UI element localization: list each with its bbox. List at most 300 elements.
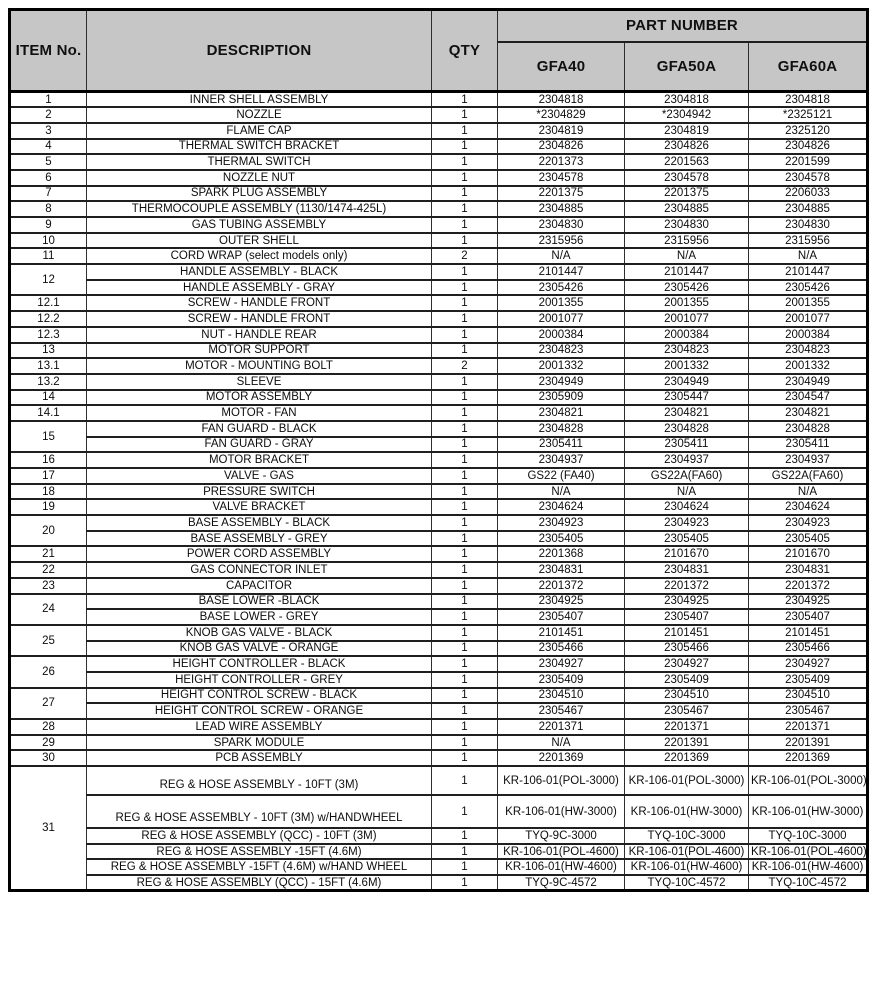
table-row [10, 139, 868, 155]
qty-cell: 1 [432, 484, 498, 500]
part-number-cell-gfa50a: KR-106-01(HW-3000) [625, 795, 749, 828]
item-no-cell: 22 [10, 562, 87, 578]
part-number-cell-gfa60a: 2304937 [749, 452, 868, 468]
header-model-gfa50a: GFA50A [625, 42, 749, 92]
qty-cell: 1 [432, 719, 498, 735]
table-row [10, 264, 868, 280]
table-row [10, 594, 868, 610]
parts-table-body [10, 92, 868, 891]
part-number-cell-gfa40: 2304823 [498, 343, 625, 359]
item-no-cell: 23 [10, 578, 87, 594]
part-number-cell-gfa50a: 2201375 [625, 186, 749, 202]
description-cell: REG & HOSE ASSEMBLY -15FT (4.6M) w/HAND WHEEL [87, 859, 432, 875]
description-cell: REG & HOSE ASSEMBLY -15FT (4.6M) [87, 844, 432, 860]
header-row-top [10, 10, 868, 42]
part-number-cell-gfa40: 2304828 [498, 421, 625, 437]
qty-cell: 1 [432, 139, 498, 155]
part-number-cell-gfa60a: 2304830 [749, 217, 868, 233]
part-number-cell-gfa60a: 2201371 [749, 719, 868, 735]
part-number-cell-gfa40: 2304624 [498, 499, 625, 515]
part-number-cell-gfa60a: *2325121 [749, 107, 868, 123]
description-cell: NUT - HANDLE REAR [87, 327, 432, 343]
part-number-cell-gfa40: 2304821 [498, 405, 625, 421]
table-row [10, 374, 868, 390]
table-row [10, 795, 868, 828]
table-row [10, 343, 868, 359]
table-row [10, 562, 868, 578]
description-cell: VALVE BRACKET [87, 499, 432, 515]
part-number-cell-gfa60a: 2304831 [749, 562, 868, 578]
qty-cell: 1 [432, 390, 498, 406]
table-row [10, 625, 868, 641]
part-number-cell-gfa60a: 2201369 [749, 750, 868, 766]
part-number-cell-gfa50a: 2305467 [625, 703, 749, 719]
part-number-cell-gfa60a: TYQ-10C-4572 [749, 875, 868, 891]
table-row [10, 719, 868, 735]
table-row [10, 750, 868, 766]
description-cell: VALVE - GAS [87, 468, 432, 484]
table-row [10, 311, 868, 327]
part-number-cell-gfa40: 2201368 [498, 546, 625, 562]
qty-cell: 1 [432, 343, 498, 359]
qty-cell: 2 [432, 248, 498, 264]
part-number-cell-gfa50a: 2315956 [625, 233, 749, 249]
table-row [10, 546, 868, 562]
part-number-cell-gfa60a: 2001077 [749, 311, 868, 327]
item-no-cell: 12.2 [10, 311, 87, 327]
part-number-cell-gfa60a: 2201599 [749, 154, 868, 170]
table-row [10, 233, 868, 249]
part-number-cell-gfa40: 2001332 [498, 358, 625, 374]
table-row [10, 609, 868, 625]
description-cell: LEAD WIRE ASSEMBLY [87, 719, 432, 735]
part-number-cell-gfa50a: 2304925 [625, 594, 749, 610]
item-no-cell: 13.1 [10, 358, 87, 374]
table-row [10, 766, 868, 795]
qty-cell: 1 [432, 795, 498, 828]
table-row [10, 421, 868, 437]
description-cell: INNER SHELL ASSEMBLY [87, 92, 432, 108]
item-no-cell: 19 [10, 499, 87, 515]
item-no-cell: 3 [10, 123, 87, 139]
part-number-cell-gfa60a: 2304624 [749, 499, 868, 515]
part-number-cell-gfa60a: 2000384 [749, 327, 868, 343]
description-cell: MOTOR ASSEMBLY [87, 390, 432, 406]
qty-cell: 2 [432, 358, 498, 374]
qty-cell: 1 [432, 233, 498, 249]
description-cell: SCREW - HANDLE FRONT [87, 311, 432, 327]
part-number-cell-gfa40: 2304885 [498, 201, 625, 217]
qty-cell: 1 [432, 688, 498, 704]
description-cell: MOTOR BRACKET [87, 452, 432, 468]
part-number-cell-gfa40: 2304826 [498, 139, 625, 155]
description-cell: FLAME CAP [87, 123, 432, 139]
part-number-cell-gfa40: KR-106-01(POL-3000) [498, 766, 625, 795]
part-number-cell-gfa50a: 2305426 [625, 280, 749, 296]
part-number-cell-gfa60a: 2304510 [749, 688, 868, 704]
part-number-cell-gfa60a: 2305411 [749, 437, 868, 453]
qty-cell: 1 [432, 828, 498, 844]
table-row [10, 828, 868, 844]
part-number-cell-gfa40: 2101451 [498, 625, 625, 641]
part-number-cell-gfa50a: GS22A(FA60) [625, 468, 749, 484]
part-number-cell-gfa50a: 2101670 [625, 546, 749, 562]
description-cell: HEIGHT CONTROLLER - GREY [87, 672, 432, 688]
table-row [10, 280, 868, 296]
part-number-cell-gfa40: 2304831 [498, 562, 625, 578]
parts-table [8, 8, 869, 892]
description-cell: REG & HOSE ASSEMBLY - 10FT (3M) w/HANDWHEEL [87, 795, 432, 828]
qty-cell: 1 [432, 672, 498, 688]
description-cell: BASE LOWER -BLACK [87, 594, 432, 610]
item-no-cell: 29 [10, 735, 87, 751]
table-row [10, 437, 868, 453]
header-model-gfa40: GFA40 [498, 42, 625, 92]
part-number-cell-gfa40: 2305409 [498, 672, 625, 688]
part-number-cell-gfa60a: KR-106-01(POL-4600) [749, 844, 868, 860]
item-no-cell: 8 [10, 201, 87, 217]
qty-cell: 1 [432, 750, 498, 766]
part-number-cell-gfa40: 2000384 [498, 327, 625, 343]
item-no-cell: 14 [10, 390, 87, 406]
table-row [10, 295, 868, 311]
description-cell: HANDLE ASSEMBLY - BLACK [87, 264, 432, 280]
part-number-cell-gfa50a: 2304821 [625, 405, 749, 421]
item-no-cell: 2 [10, 107, 87, 123]
part-number-cell-gfa50a: 2001332 [625, 358, 749, 374]
item-no-cell: 24 [10, 594, 87, 625]
part-number-cell-gfa50a: 2304823 [625, 343, 749, 359]
part-number-cell-gfa50a: 2304831 [625, 562, 749, 578]
item-no-cell: 27 [10, 688, 87, 719]
qty-cell: 1 [432, 578, 498, 594]
qty-cell: 1 [432, 217, 498, 233]
item-no-cell: 4 [10, 139, 87, 155]
qty-cell: 1 [432, 531, 498, 547]
part-number-cell-gfa50a: 2305405 [625, 531, 749, 547]
part-number-cell-gfa40: 2304818 [498, 92, 625, 108]
part-number-cell-gfa40: 2001077 [498, 311, 625, 327]
table-row [10, 656, 868, 672]
qty-cell: 1 [432, 405, 498, 421]
qty-cell: 1 [432, 123, 498, 139]
description-cell: CAPACITOR [87, 578, 432, 594]
part-number-cell-gfa50a: 2304885 [625, 201, 749, 217]
part-number-cell-gfa60a: TYQ-10C-3000 [749, 828, 868, 844]
table-row [10, 154, 868, 170]
part-number-cell-gfa50a: 2305466 [625, 641, 749, 657]
header-qty: QTY [432, 10, 498, 92]
description-cell: BASE ASSEMBLY - GREY [87, 531, 432, 547]
part-number-cell-gfa50a: 2304923 [625, 515, 749, 531]
table-row [10, 499, 868, 515]
description-cell: NOZZLE [87, 107, 432, 123]
item-no-cell: 13 [10, 343, 87, 359]
description-cell: HANDLE ASSEMBLY - GRAY [87, 280, 432, 296]
item-no-cell: 17 [10, 468, 87, 484]
table-row [10, 703, 868, 719]
qty-cell: 1 [432, 859, 498, 875]
part-number-cell-gfa60a: 2305467 [749, 703, 868, 719]
part-number-cell-gfa40: KR-106-01(POL-4600) [498, 844, 625, 860]
part-number-cell-gfa40: 2001355 [498, 295, 625, 311]
item-no-cell: 13.2 [10, 374, 87, 390]
part-number-cell-gfa60a: 2305409 [749, 672, 868, 688]
qty-cell: 1 [432, 515, 498, 531]
table-row [10, 672, 868, 688]
table-row [10, 515, 868, 531]
table-row [10, 358, 868, 374]
part-number-cell-gfa50a: KR-106-01(POL-4600) [625, 844, 749, 860]
table-row [10, 859, 868, 875]
part-number-cell-gfa40: 2304510 [498, 688, 625, 704]
item-no-cell: 26 [10, 656, 87, 687]
table-row [10, 735, 868, 751]
part-number-cell-gfa60a: 2304826 [749, 139, 868, 155]
part-number-cell-gfa60a: 2201391 [749, 735, 868, 751]
item-no-cell: 11 [10, 248, 87, 264]
part-number-cell-gfa60a: N/A [749, 248, 868, 264]
description-cell: PRESSURE SWITCH [87, 484, 432, 500]
table-row [10, 531, 868, 547]
part-number-cell-gfa40: N/A [498, 484, 625, 500]
part-number-cell-gfa50a: 2304937 [625, 452, 749, 468]
qty-cell: 1 [432, 295, 498, 311]
qty-cell: 1 [432, 735, 498, 751]
part-number-cell-gfa60a: 2101451 [749, 625, 868, 641]
item-no-cell: 5 [10, 154, 87, 170]
table-row [10, 484, 868, 500]
part-number-cell-gfa40: N/A [498, 735, 625, 751]
part-number-cell-gfa60a: 2305426 [749, 280, 868, 296]
item-no-cell: 10 [10, 233, 87, 249]
part-number-cell-gfa40: 2305466 [498, 641, 625, 657]
part-number-cell-gfa40: 2201371 [498, 719, 625, 735]
qty-cell: 1 [432, 201, 498, 217]
part-number-cell-gfa40: 2305407 [498, 609, 625, 625]
part-number-cell-gfa60a: 2304547 [749, 390, 868, 406]
qty-cell: 1 [432, 641, 498, 657]
part-number-cell-gfa50a: 2304927 [625, 656, 749, 672]
part-number-cell-gfa50a: KR-106-01(POL-3000) [625, 766, 749, 795]
part-number-cell-gfa40: 2304949 [498, 374, 625, 390]
part-number-cell-gfa50a: 2305447 [625, 390, 749, 406]
qty-cell: 1 [432, 327, 498, 343]
table-row [10, 875, 868, 891]
part-number-cell-gfa60a: 2206033 [749, 186, 868, 202]
qty-cell: 1 [432, 92, 498, 108]
qty-cell: 1 [432, 625, 498, 641]
qty-cell: 1 [432, 437, 498, 453]
part-number-cell-gfa50a: 2304818 [625, 92, 749, 108]
description-cell: REG & HOSE ASSEMBLY (QCC) - 15FT (4.6M) [87, 875, 432, 891]
part-number-cell-gfa50a: 2304949 [625, 374, 749, 390]
part-number-cell-gfa40: TYQ-9C-4572 [498, 875, 625, 891]
part-number-cell-gfa50a: 2201391 [625, 735, 749, 751]
part-number-cell-gfa50a: 2304578 [625, 170, 749, 186]
description-cell: BASE ASSEMBLY - BLACK [87, 515, 432, 531]
part-number-cell-gfa40: 2305426 [498, 280, 625, 296]
part-number-cell-gfa60a: KR-106-01(HW-4600) [749, 859, 868, 875]
part-number-cell-gfa40: TYQ-9C-3000 [498, 828, 625, 844]
qty-cell: 1 [432, 844, 498, 860]
header-model-gfa60a: GFA60A [749, 42, 868, 92]
table-row [10, 405, 868, 421]
part-number-cell-gfa50a: 2001355 [625, 295, 749, 311]
item-no-cell: 7 [10, 186, 87, 202]
part-number-cell-gfa40: 2304819 [498, 123, 625, 139]
item-no-cell: 1 [10, 92, 87, 108]
part-number-cell-gfa60a: 2304818 [749, 92, 868, 108]
header-item-no: ITEM No. [10, 10, 87, 92]
part-number-cell-gfa40: 2201372 [498, 578, 625, 594]
part-number-cell-gfa40: 2201369 [498, 750, 625, 766]
part-number-cell-gfa50a: 2305411 [625, 437, 749, 453]
header-part-number: PART NUMBER [498, 10, 868, 42]
part-number-cell-gfa40: 2304937 [498, 452, 625, 468]
qty-cell: 1 [432, 154, 498, 170]
table-row [10, 578, 868, 594]
description-cell: NOZZLE NUT [87, 170, 432, 186]
part-number-cell-gfa50a: 2305407 [625, 609, 749, 625]
part-number-cell-gfa60a: 2001332 [749, 358, 868, 374]
part-number-cell-gfa40: GS22 (FA40) [498, 468, 625, 484]
part-number-cell-gfa50a: 2304826 [625, 139, 749, 155]
part-number-cell-gfa50a: 2305409 [625, 672, 749, 688]
qty-cell: 1 [432, 656, 498, 672]
part-number-cell-gfa40: 2101447 [498, 264, 625, 280]
description-cell: HEIGHT CONTROLLER - BLACK [87, 656, 432, 672]
part-number-cell-gfa40: 2201373 [498, 154, 625, 170]
part-number-cell-gfa60a: 2304828 [749, 421, 868, 437]
part-number-cell-gfa40: KR-106-01(HW-4600) [498, 859, 625, 875]
part-number-cell-gfa50a: N/A [625, 248, 749, 264]
description-cell: BASE LOWER - GREY [87, 609, 432, 625]
part-number-cell-gfa50a: 2101451 [625, 625, 749, 641]
part-number-cell-gfa60a: 2305407 [749, 609, 868, 625]
description-cell: SPARK PLUG ASSEMBLY [87, 186, 432, 202]
table-row [10, 92, 868, 108]
part-number-cell-gfa50a: 2201372 [625, 578, 749, 594]
table-row [10, 641, 868, 657]
qty-cell: 1 [432, 107, 498, 123]
item-no-cell: 20 [10, 515, 87, 546]
part-number-cell-gfa50a: 2304828 [625, 421, 749, 437]
item-no-cell: 16 [10, 452, 87, 468]
part-number-cell-gfa60a: 2101670 [749, 546, 868, 562]
description-cell: THERMOCOUPLE ASSEMBLY (1130/1474-425L) [87, 201, 432, 217]
description-cell: HEIGHT CONTROL SCREW - ORANGE [87, 703, 432, 719]
part-number-cell-gfa40: KR-106-01(HW-3000) [498, 795, 625, 828]
qty-cell: 1 [432, 499, 498, 515]
part-number-cell-gfa60a: 2304927 [749, 656, 868, 672]
item-no-cell: 15 [10, 421, 87, 452]
part-number-cell-gfa40: 2305411 [498, 437, 625, 453]
qty-cell: 1 [432, 264, 498, 280]
part-number-cell-gfa60a: KR-106-01(HW-3000) [749, 795, 868, 828]
description-cell: GAS TUBING ASSEMBLY [87, 217, 432, 233]
part-number-cell-gfa60a: 2315956 [749, 233, 868, 249]
part-number-cell-gfa50a: 2304830 [625, 217, 749, 233]
description-cell: MOTOR - FAN [87, 405, 432, 421]
part-number-cell-gfa50a: N/A [625, 484, 749, 500]
table-row [10, 107, 868, 123]
item-no-cell: 30 [10, 750, 87, 766]
part-number-cell-gfa60a: GS22A(FA60) [749, 468, 868, 484]
description-cell: REG & HOSE ASSEMBLY (QCC) - 10FT (3M) [87, 828, 432, 844]
part-number-cell-gfa50a: 2304624 [625, 499, 749, 515]
part-number-cell-gfa60a: 2304923 [749, 515, 868, 531]
description-cell: THERMAL SWITCH BRACKET [87, 139, 432, 155]
item-no-cell: 21 [10, 546, 87, 562]
part-number-cell-gfa50a: 2101447 [625, 264, 749, 280]
item-no-cell: 14.1 [10, 405, 87, 421]
qty-cell: 1 [432, 562, 498, 578]
qty-cell: 1 [432, 703, 498, 719]
table-row [10, 844, 868, 860]
table-row [10, 248, 868, 264]
qty-cell: 1 [432, 186, 498, 202]
part-number-cell-gfa40: 2304923 [498, 515, 625, 531]
description-cell: CORD WRAP (select models only) [87, 248, 432, 264]
table-row [10, 468, 868, 484]
table-row [10, 327, 868, 343]
part-number-cell-gfa60a: 2201372 [749, 578, 868, 594]
qty-cell: 1 [432, 421, 498, 437]
description-cell: MOTOR - MOUNTING BOLT [87, 358, 432, 374]
part-number-cell-gfa40: N/A [498, 248, 625, 264]
description-cell: FAN GUARD - GRAY [87, 437, 432, 453]
part-number-cell-gfa50a: 2000384 [625, 327, 749, 343]
part-number-cell-gfa50a: *2304942 [625, 107, 749, 123]
part-number-cell-gfa60a: 2304925 [749, 594, 868, 610]
part-number-cell-gfa50a: KR-106-01(HW-4600) [625, 859, 749, 875]
item-no-cell: 25 [10, 625, 87, 656]
description-cell: OUTER SHELL [87, 233, 432, 249]
table-row [10, 390, 868, 406]
part-number-cell-gfa50a: TYQ-10C-4572 [625, 875, 749, 891]
part-number-cell-gfa60a: 2304949 [749, 374, 868, 390]
item-no-cell: 9 [10, 217, 87, 233]
part-number-cell-gfa40: 2315956 [498, 233, 625, 249]
part-number-cell-gfa50a: 2201371 [625, 719, 749, 735]
part-number-cell-gfa50a: TYQ-10C-3000 [625, 828, 749, 844]
part-number-cell-gfa60a: 2304823 [749, 343, 868, 359]
part-number-cell-gfa50a: 2304819 [625, 123, 749, 139]
qty-cell: 1 [432, 170, 498, 186]
description-cell: KNOB GAS VALVE - BLACK [87, 625, 432, 641]
description-cell: MOTOR SUPPORT [87, 343, 432, 359]
description-cell: PCB ASSEMBLY [87, 750, 432, 766]
part-number-cell-gfa50a: 2304510 [625, 688, 749, 704]
item-no-cell: 12.3 [10, 327, 87, 343]
header-description: DESCRIPTION [87, 10, 432, 92]
item-no-cell: 28 [10, 719, 87, 735]
description-cell: SLEEVE [87, 374, 432, 390]
part-number-cell-gfa50a: 2001077 [625, 311, 749, 327]
description-cell: SPARK MODULE [87, 735, 432, 751]
qty-cell: 1 [432, 452, 498, 468]
part-number-cell-gfa60a: 2304821 [749, 405, 868, 421]
item-no-cell: 31 [10, 766, 87, 891]
part-number-cell-gfa60a: 2305466 [749, 641, 868, 657]
part-number-cell-gfa60a: 2101447 [749, 264, 868, 280]
item-no-cell: 12 [10, 264, 87, 295]
qty-cell: 1 [432, 546, 498, 562]
part-number-cell-gfa40: *2304829 [498, 107, 625, 123]
part-number-cell-gfa60a: N/A [749, 484, 868, 500]
parts-table-header [10, 10, 868, 92]
